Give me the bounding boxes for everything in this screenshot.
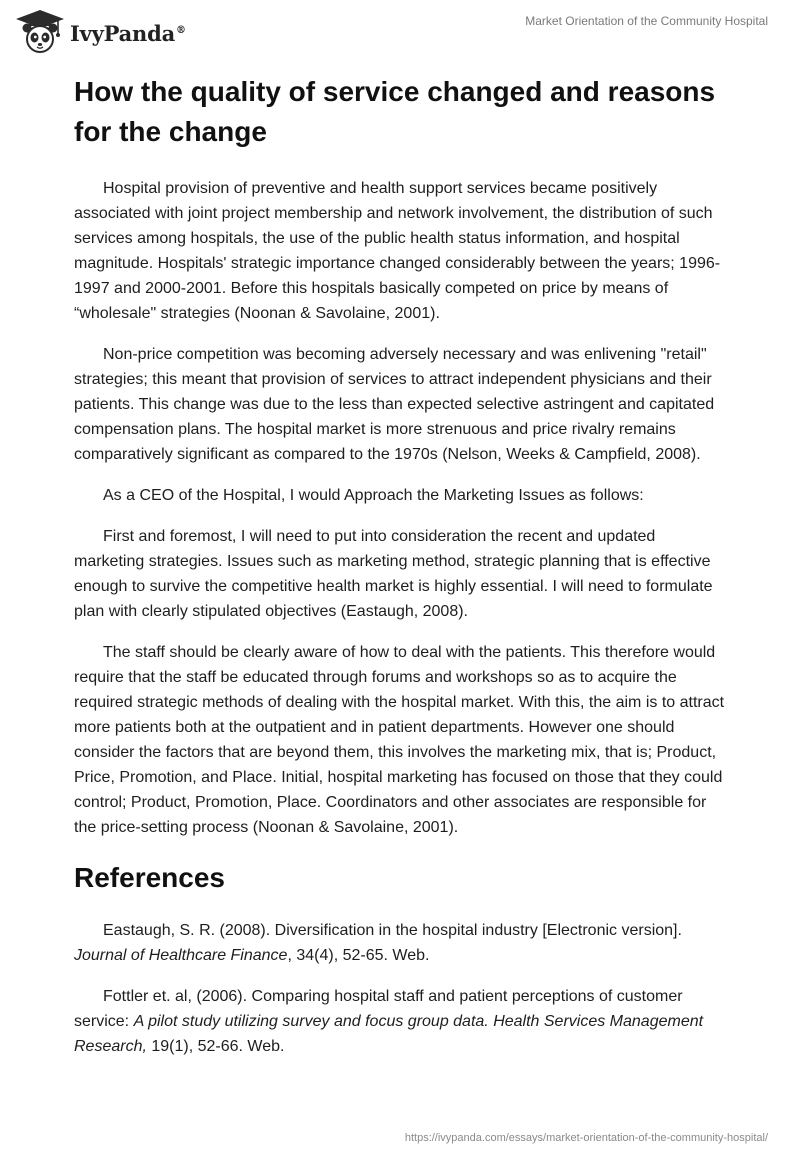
reference-item: Eastaugh, S. R. (2008). Diversification in the hospital industry [Electronic version]. Journal of Healthcare Finance, 34(4), 52-65. Web. xyxy=(74,922,682,964)
paragraph-5: The staff should be clearly aware of how to deal with the patients. This therefore would require that the staff be educated through forums and workshops so as to acquire the required strategic methods of dealing with the hospital market. With this, the aim is to attract more patients both at the outpatient and in patient departments. However one should consider the factors that are beyond them, this involves the marketing mix, that is; Product, Price, Promotion, and Place. Initial, hospital marketing has focused on those that they could control; Product, Promotion, Place. Coordinators and other associates are responsible for the price-setting process (Noonan & Savolaine, 2001). xyxy=(74,644,725,836)
paragraph-1: Hospital provision of preventive and health support services became positively associated with joint project membership and network involvement, the distribution of such services among hospitals, the use of the public health status information, and hospital magnitude. Hospitals' strategic importance changed considerably between the years; 1996-1997 and 2000-2001. Before this hospitals basically competed on price by means of “wholesale" strategies (Noonan & Savolaine, 2001). xyxy=(74,180,721,322)
document-title: Market Orientation of the Community Hospital xyxy=(525,14,768,28)
page-header xyxy=(0,0,800,60)
logo-wordmark: IvyPanda® xyxy=(70,20,186,46)
panda-graduate-icon xyxy=(14,8,66,54)
section-heading: How the quality of service changed and reasons for the change xyxy=(74,76,716,147)
paragraph-2: Non-price competition was becoming adversely necessary and was enlivening "retail" strategies; this meant that provision of services to attract independent physicians and their patients. This change was due to the less than expected selective astringent and capitated compensation plans. The hospital market is more strenuous and price rivalry remains comparatively significant as compared to the 1970s (Nelson, Weeks & Campfield, 2008). xyxy=(74,346,715,463)
paragraph-4: First and foremost, I will need to put into consideration the recent and updated marketing strategies. Issues such as marketing method, strategic planning that is effective enough to survive the competitive health market is highly essential. I will need to formulate plan with clearly stipulated objectives (Eastaugh, 2008). xyxy=(74,528,713,620)
paragraph-3: As a CEO of the Hospital, I would Approach the Marketing Issues as follows: xyxy=(103,487,644,504)
reference-item: Fottler et. al, (2006). Comparing hospital staff and patient perceptions of customer service: A pilot study utilizing survey and focus group data. Health Services Management Research, 19(1), 52-66. Web. xyxy=(74,988,704,1055)
references-heading: References xyxy=(74,862,225,893)
essay-body xyxy=(74,72,726,1075)
ivypanda-logo[interactable] xyxy=(14,8,186,54)
source-url[interactable]: https://ivypanda.com/essays/market-orientation-of-the-community-hospital/ xyxy=(404,1132,768,1144)
